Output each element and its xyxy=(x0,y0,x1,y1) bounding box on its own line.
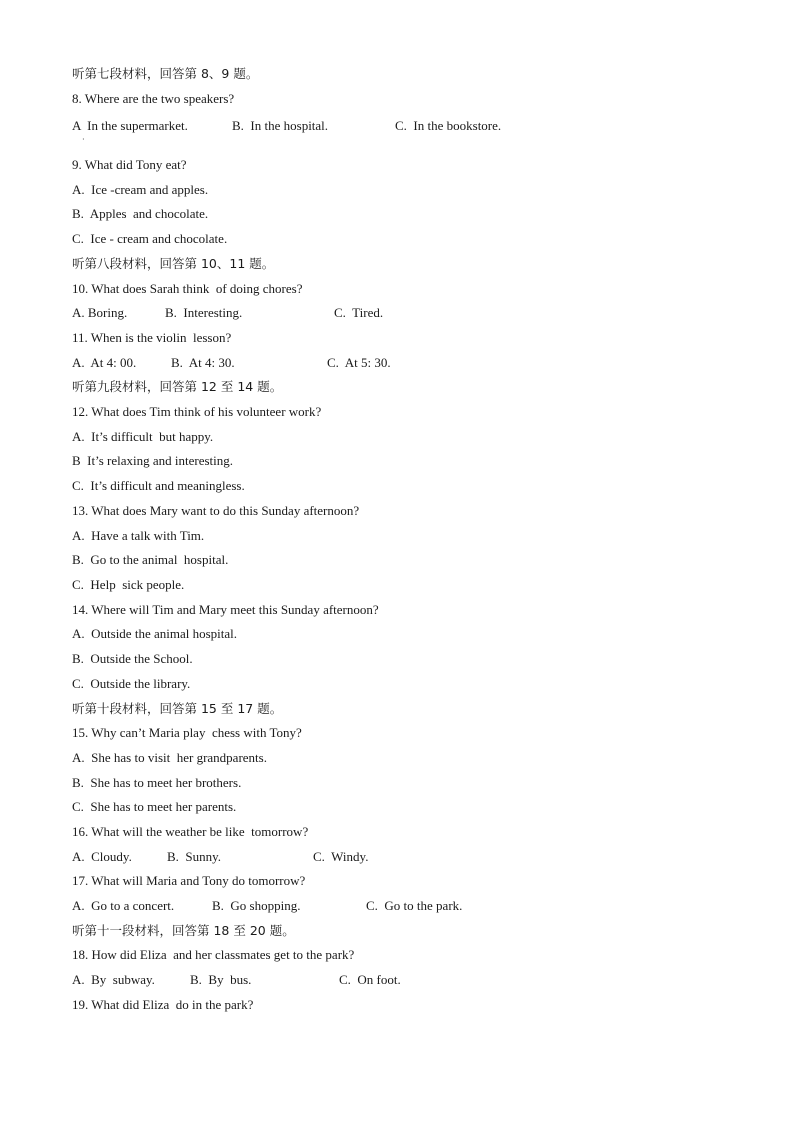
section-header: 听第十段材料，回答第 15 至 17 题。 xyxy=(72,701,283,716)
question-9: 9. What did Tony eat? xyxy=(72,157,187,172)
question-14: 14. Where will Tim and Mary meet this Sunday afternoon? xyxy=(72,602,379,617)
question-10: 10. What does Sarah think of doing chores? xyxy=(72,281,303,296)
question-13: 13. What does Mary want to do this Sunday afternoon? xyxy=(72,503,360,518)
question-16: 16. What will the weather be like tomorrow? xyxy=(72,824,309,839)
option-14c: C. Outside the library. xyxy=(72,676,191,691)
question-18: 18. How did Eliza and her classmates get to the park? xyxy=(72,947,355,962)
option-12c: C. It’s difficult and meaningless. xyxy=(72,478,245,493)
option-10c: C. Tired. xyxy=(334,305,384,320)
option-15a: A. She has to visit her grandparents. xyxy=(72,750,267,765)
option-8c: C. In the bookstore. xyxy=(395,118,502,133)
option-11b: B. At 4: 30. xyxy=(171,355,235,370)
option-10a: A. Boring. xyxy=(72,305,128,320)
section-header: 听第十一段材料，回答第 18 至 20 题。 xyxy=(72,923,295,938)
section-header: 听第九段材料，回答第 12 至 14 题。 xyxy=(72,379,283,394)
option-11c: C. At 5: 30. xyxy=(327,355,391,370)
option-14a: A. Outside the animal hospital. xyxy=(72,626,238,641)
option-12b: B It’s relaxing and interesting. xyxy=(72,453,234,468)
question-17: 17. What will Maria and Tony do tomorrow? xyxy=(72,873,306,888)
section-header: 听第八段材料，回答第 10、11 题。 xyxy=(72,256,275,271)
option-13a: A. Have a talk with Tim. xyxy=(72,528,205,543)
option-15b: B. She has to meet her brothers. xyxy=(72,775,242,790)
option-17b: B. Go shopping. xyxy=(212,898,301,913)
option-16c: C. Windy. xyxy=(313,849,369,864)
option-8b: B. In the hospital. xyxy=(232,118,329,133)
option-9a: A. Ice -cream and apples. xyxy=(72,182,209,197)
dot-mark: · xyxy=(82,135,85,144)
option-12a: A. It’s difficult but happy. xyxy=(72,429,214,444)
option-11a: A. At 4: 00. xyxy=(72,355,137,370)
option-18b: B. By bus. xyxy=(190,972,252,987)
question-12: 12. What does Tim think of his volunteer work? xyxy=(72,404,322,419)
option-18c: C. On foot. xyxy=(339,972,401,987)
option-17c: C. Go to the park. xyxy=(366,898,463,913)
option-9c: C. Ice - cream and chocolate. xyxy=(72,231,228,246)
option-17a: A. Go to a concert. xyxy=(72,898,175,913)
option-16b: B. Sunny. xyxy=(167,849,222,864)
option-16a: A. Cloudy. xyxy=(72,849,132,864)
option-14b: B. Outside the School. xyxy=(72,651,193,666)
option-18a: A. By subway. xyxy=(72,972,155,987)
option-15c: C. She has to meet her parents. xyxy=(72,799,237,814)
question-19: 19. What did Eliza do in the park? xyxy=(72,997,254,1012)
question-8: 8. Where are the two speakers? xyxy=(72,91,235,106)
section-header: 听第七段材料，回答第 8、9 题。 xyxy=(72,66,259,81)
option-10b: B. Interesting. xyxy=(165,305,243,320)
option-13b: B. Go to the animal hospital. xyxy=(72,552,229,567)
option-9b: B. Apples and chocolate. xyxy=(72,206,209,221)
option-8a: A In the supermarket. xyxy=(72,118,188,133)
question-11: 11. When is the violin lesson? xyxy=(72,330,232,345)
option-13c: C. Help sick people. xyxy=(72,577,185,592)
question-15: 15. Why can’t Maria play chess with Tony? xyxy=(72,725,302,740)
